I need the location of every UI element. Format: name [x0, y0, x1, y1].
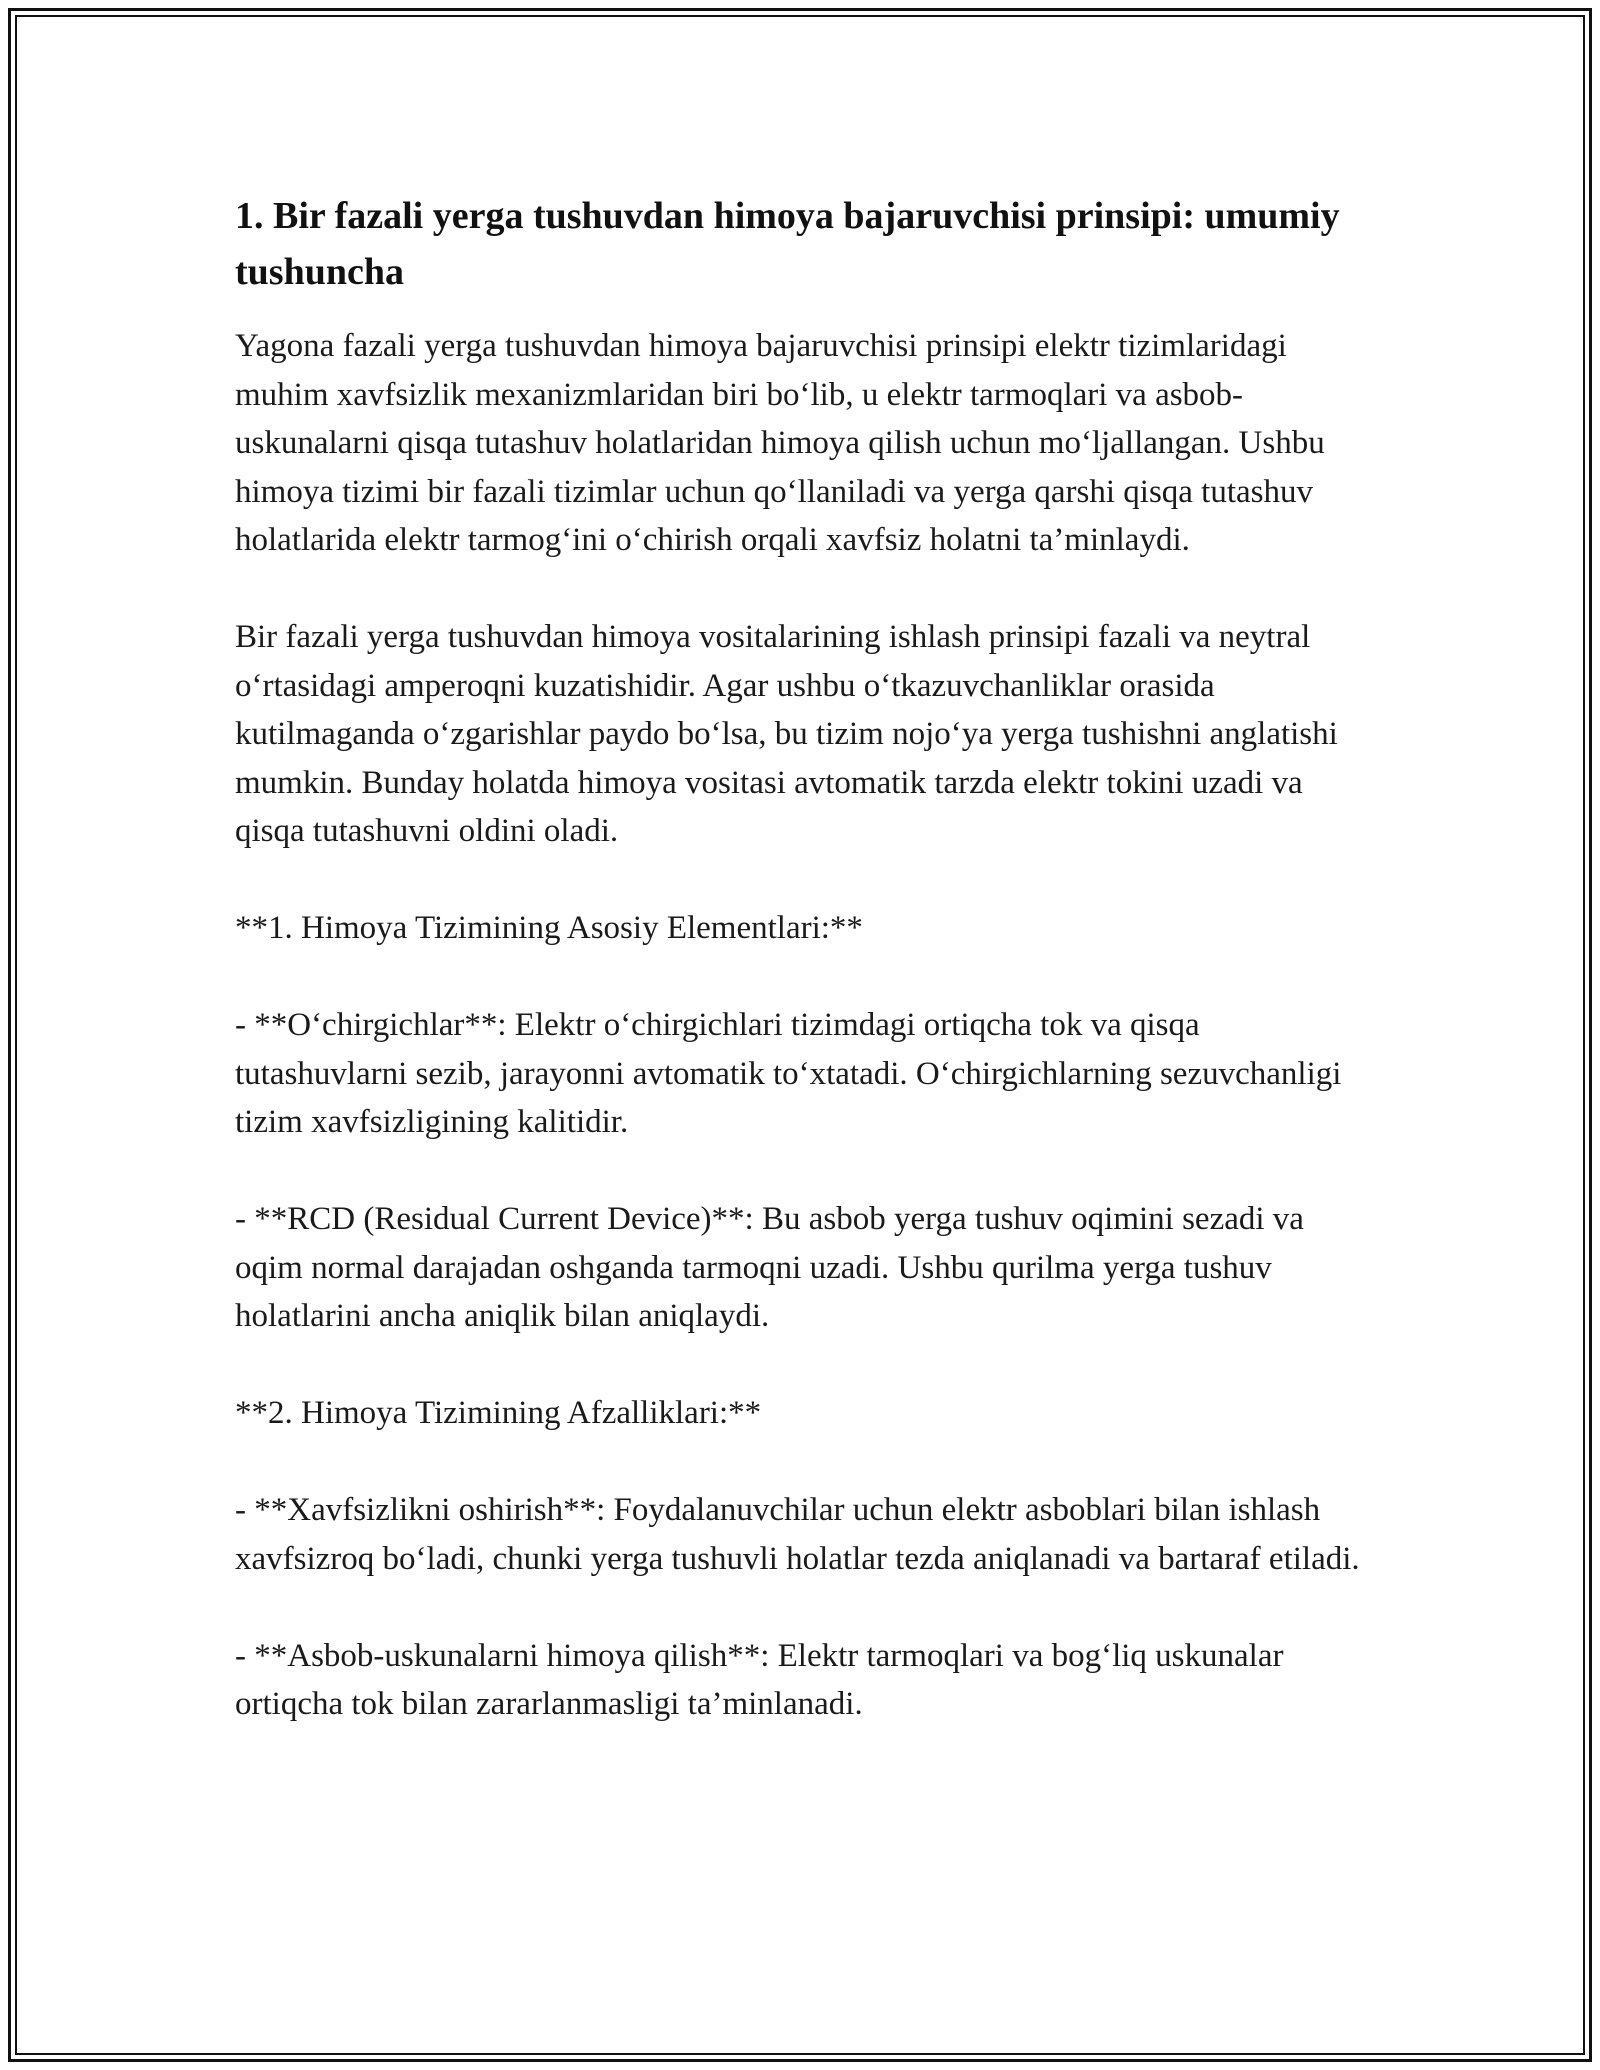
list-item-switches: - **O‘chirgichlar**: Elektr o‘chirgichlari tizimdagi ortiqcha tok va qisqa tutashuvlarni sezib, jarayonni avtomatik to‘xtatadi. O‘chirgichlarning sezuvchanligi tizim xavfsizligining kalitidir. [235, 1007, 1342, 1140]
paragraph-intro: Yagona fazali yerga tushuvdan himoya bajaruvchisi prinsipi elektr tizimlaridagi muhim xavfsizlik mexanizmlaridan biri bo‘lib, u elektr tarmoqlari va asbob-uskunalarni qisqa tutashuv holatlaridan himoya qilish uchun mo‘ljallangan. Ushbu himoya tizimi bir fazali tizimlar uchun qo‘llaniladi va yerga qarshi qisqa tutashuv holatlarida elektr tarmog‘ini o‘chirish orqali xavfsiz holatni ta’minlaydi. [235, 328, 1325, 558]
section-heading-elements: **1. Himoya Tizimining Asosiy Elementlari:** [235, 910, 863, 946]
document-body [235, 188, 1365, 1777]
list-item-equipment-protection: - **Asbob-uskunalarni himoya qilish**: Elektr tarmoqlari va bog‘liq uskunalar ortiqcha tok bilan zararlanmasligi ta’minlanadi. [235, 1637, 1284, 1722]
section-heading-advantages: **2. Himoya Tizimining Afzalliklari:** [235, 1395, 762, 1431]
list-item-rcd: - **RCD (Residual Current Device)**: Bu asbob yerga tushuv oqimini sezadi va oqim normal darajadan oshganda tarmoqni uzadi. Ushbu qurilma yerga tushuv holatlarini ancha aniqlik bilan aniqlaydi. [235, 1201, 1304, 1334]
document-title: 1. Bir fazali yerga tushuvdan himoya bajaruvchisi prinsipi: umumiy tushuncha [235, 195, 1340, 293]
paragraph-principle: Bir fazali yerga tushuvdan himoya vositalarining ishlash prinsipi fazali va neytral o‘rtasidagi amperoqni kuzatishidir. Agar ushbu o‘tkazuvchanliklar orasida kutilmaganda o‘zgarishlar paydo bo‘lsa, bu tizim nojo‘ya yerga tushishni anglatishi mumkin. Bunday holatda himoya vositasi avtomatik tarzda elektr tokini uzadi va qisqa tutashuvni oldini oladi. [235, 619, 1338, 849]
list-item-safety: - **Xavfsizlikni oshirish**: Foydalanuvchilar uchun elektr asboblari bilan ishlash xavfsizroq bo‘ladi, chunki yerga tushuvli holatlar tezda aniqlanadi va bartaraf etiladi. [235, 1492, 1360, 1577]
